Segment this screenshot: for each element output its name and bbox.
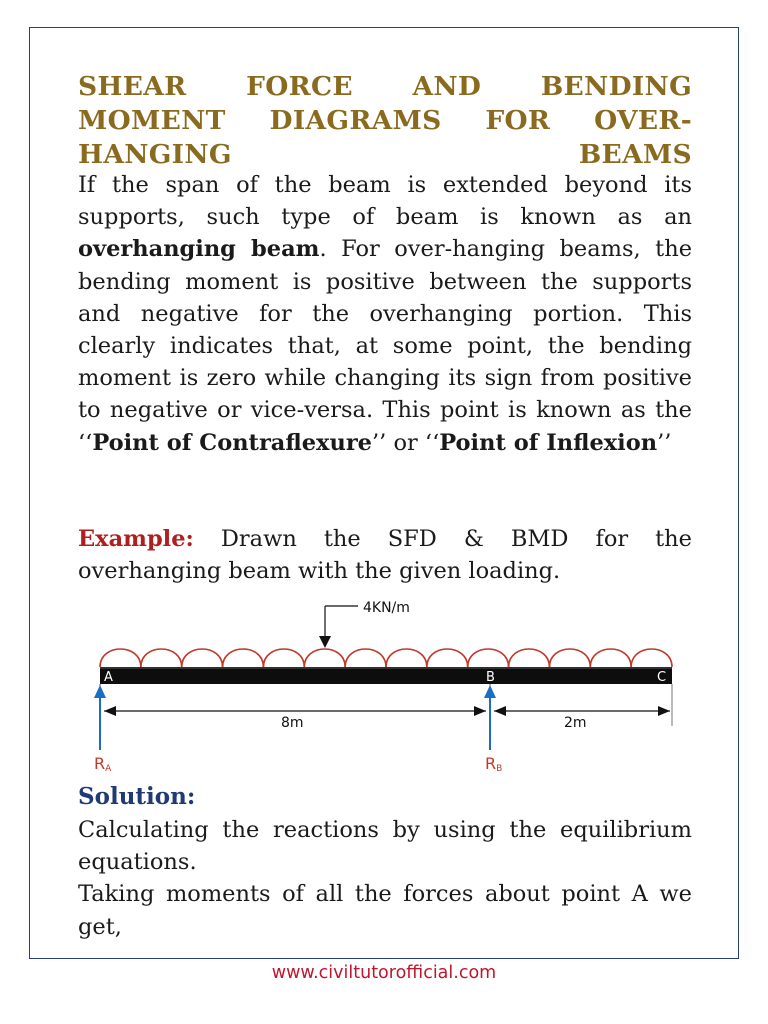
- solution-line-2: Taking moments of all the forces about point A we get,: [78, 881, 692, 940]
- solution-line-1: Calculating the reactions by using the equilibrium equations.: [78, 817, 692, 876]
- load-arc: [182, 649, 223, 667]
- term-point-of-contraflexure: Point of Contraflexure: [92, 429, 373, 456]
- example-label: Example:: [78, 526, 194, 552]
- span-bc-label: 2m: [564, 715, 587, 731]
- solution-paragraph: [78, 814, 692, 943]
- span-ab-label: 8m: [281, 715, 304, 731]
- beam-diagram: [88, 596, 688, 780]
- load-arc: [263, 649, 304, 667]
- example-text: Drawn the SFD & BMD for the overhanging beam with the given loading.: [78, 526, 692, 585]
- intro-text-1: If the span of the beam is extended beyond its supports, such type of beam is known as an: [78, 172, 692, 231]
- load-arc: [345, 649, 386, 667]
- dimension-arrow-ab-right: [474, 706, 486, 716]
- reaction-a-arrow-head: [94, 685, 106, 698]
- dimension-arrow-bc-left: [494, 706, 506, 716]
- load-arc: [100, 649, 141, 667]
- reaction-a-label: [94, 754, 112, 774]
- reaction-a-subscript: A: [105, 764, 112, 774]
- dimension-arrow-ab-left: [104, 706, 116, 716]
- reaction-b-label: [485, 754, 502, 774]
- term-point-of-inflexion: Point of Inflexion: [439, 429, 658, 456]
- term-overhanging-beam: overhanging beam: [78, 236, 320, 263]
- footer-website: www.civiltutorofficial.com: [271, 963, 497, 983]
- intro-text-2: . For over-hanging beams, the bending moment is positive between the supports and negative for the overhanging portion. This clearly indicates that, at some point, the bending moment is zero while changing its sign from positive to negative or vice-versa. This point is known as the ‘‘: [78, 236, 693, 456]
- intro-paragraph: [78, 169, 692, 459]
- load-arc: [304, 649, 345, 667]
- load-label: 4KN/m: [363, 600, 410, 616]
- reaction-b-letter: R: [485, 754, 497, 773]
- reaction-a-letter: R: [94, 754, 106, 773]
- solution-heading: Solution:: [78, 783, 196, 810]
- load-arrow-head: [319, 636, 331, 648]
- page-title: SHEAR FORCE AND BENDING MOMENT DIAGRAMS FOR OVER-HANGING BEAMS: [78, 71, 692, 170]
- reaction-b-subscript: B: [496, 764, 503, 774]
- load-arc: [223, 649, 264, 667]
- point-c-label: C: [657, 670, 667, 685]
- beam: [100, 667, 672, 684]
- load-arc: [549, 649, 590, 667]
- point-a-label: A: [104, 670, 113, 685]
- load-arc: [427, 649, 468, 667]
- intro-text-3: ’’ or ‘‘: [372, 429, 440, 456]
- example-paragraph: [78, 523, 692, 587]
- load-arc: [468, 649, 509, 667]
- load-arc: [509, 649, 550, 667]
- intro-text-4: ’’: [657, 429, 672, 456]
- reaction-b-arrow-head: [484, 685, 496, 698]
- load-arc: [386, 649, 427, 667]
- load-arc: [631, 649, 672, 667]
- distributed-load-arcs: [100, 649, 672, 667]
- load-arc: [141, 649, 182, 667]
- load-arc: [590, 649, 631, 667]
- dimension-arrow-bc-right: [658, 706, 670, 716]
- point-b-label: B: [486, 670, 495, 685]
